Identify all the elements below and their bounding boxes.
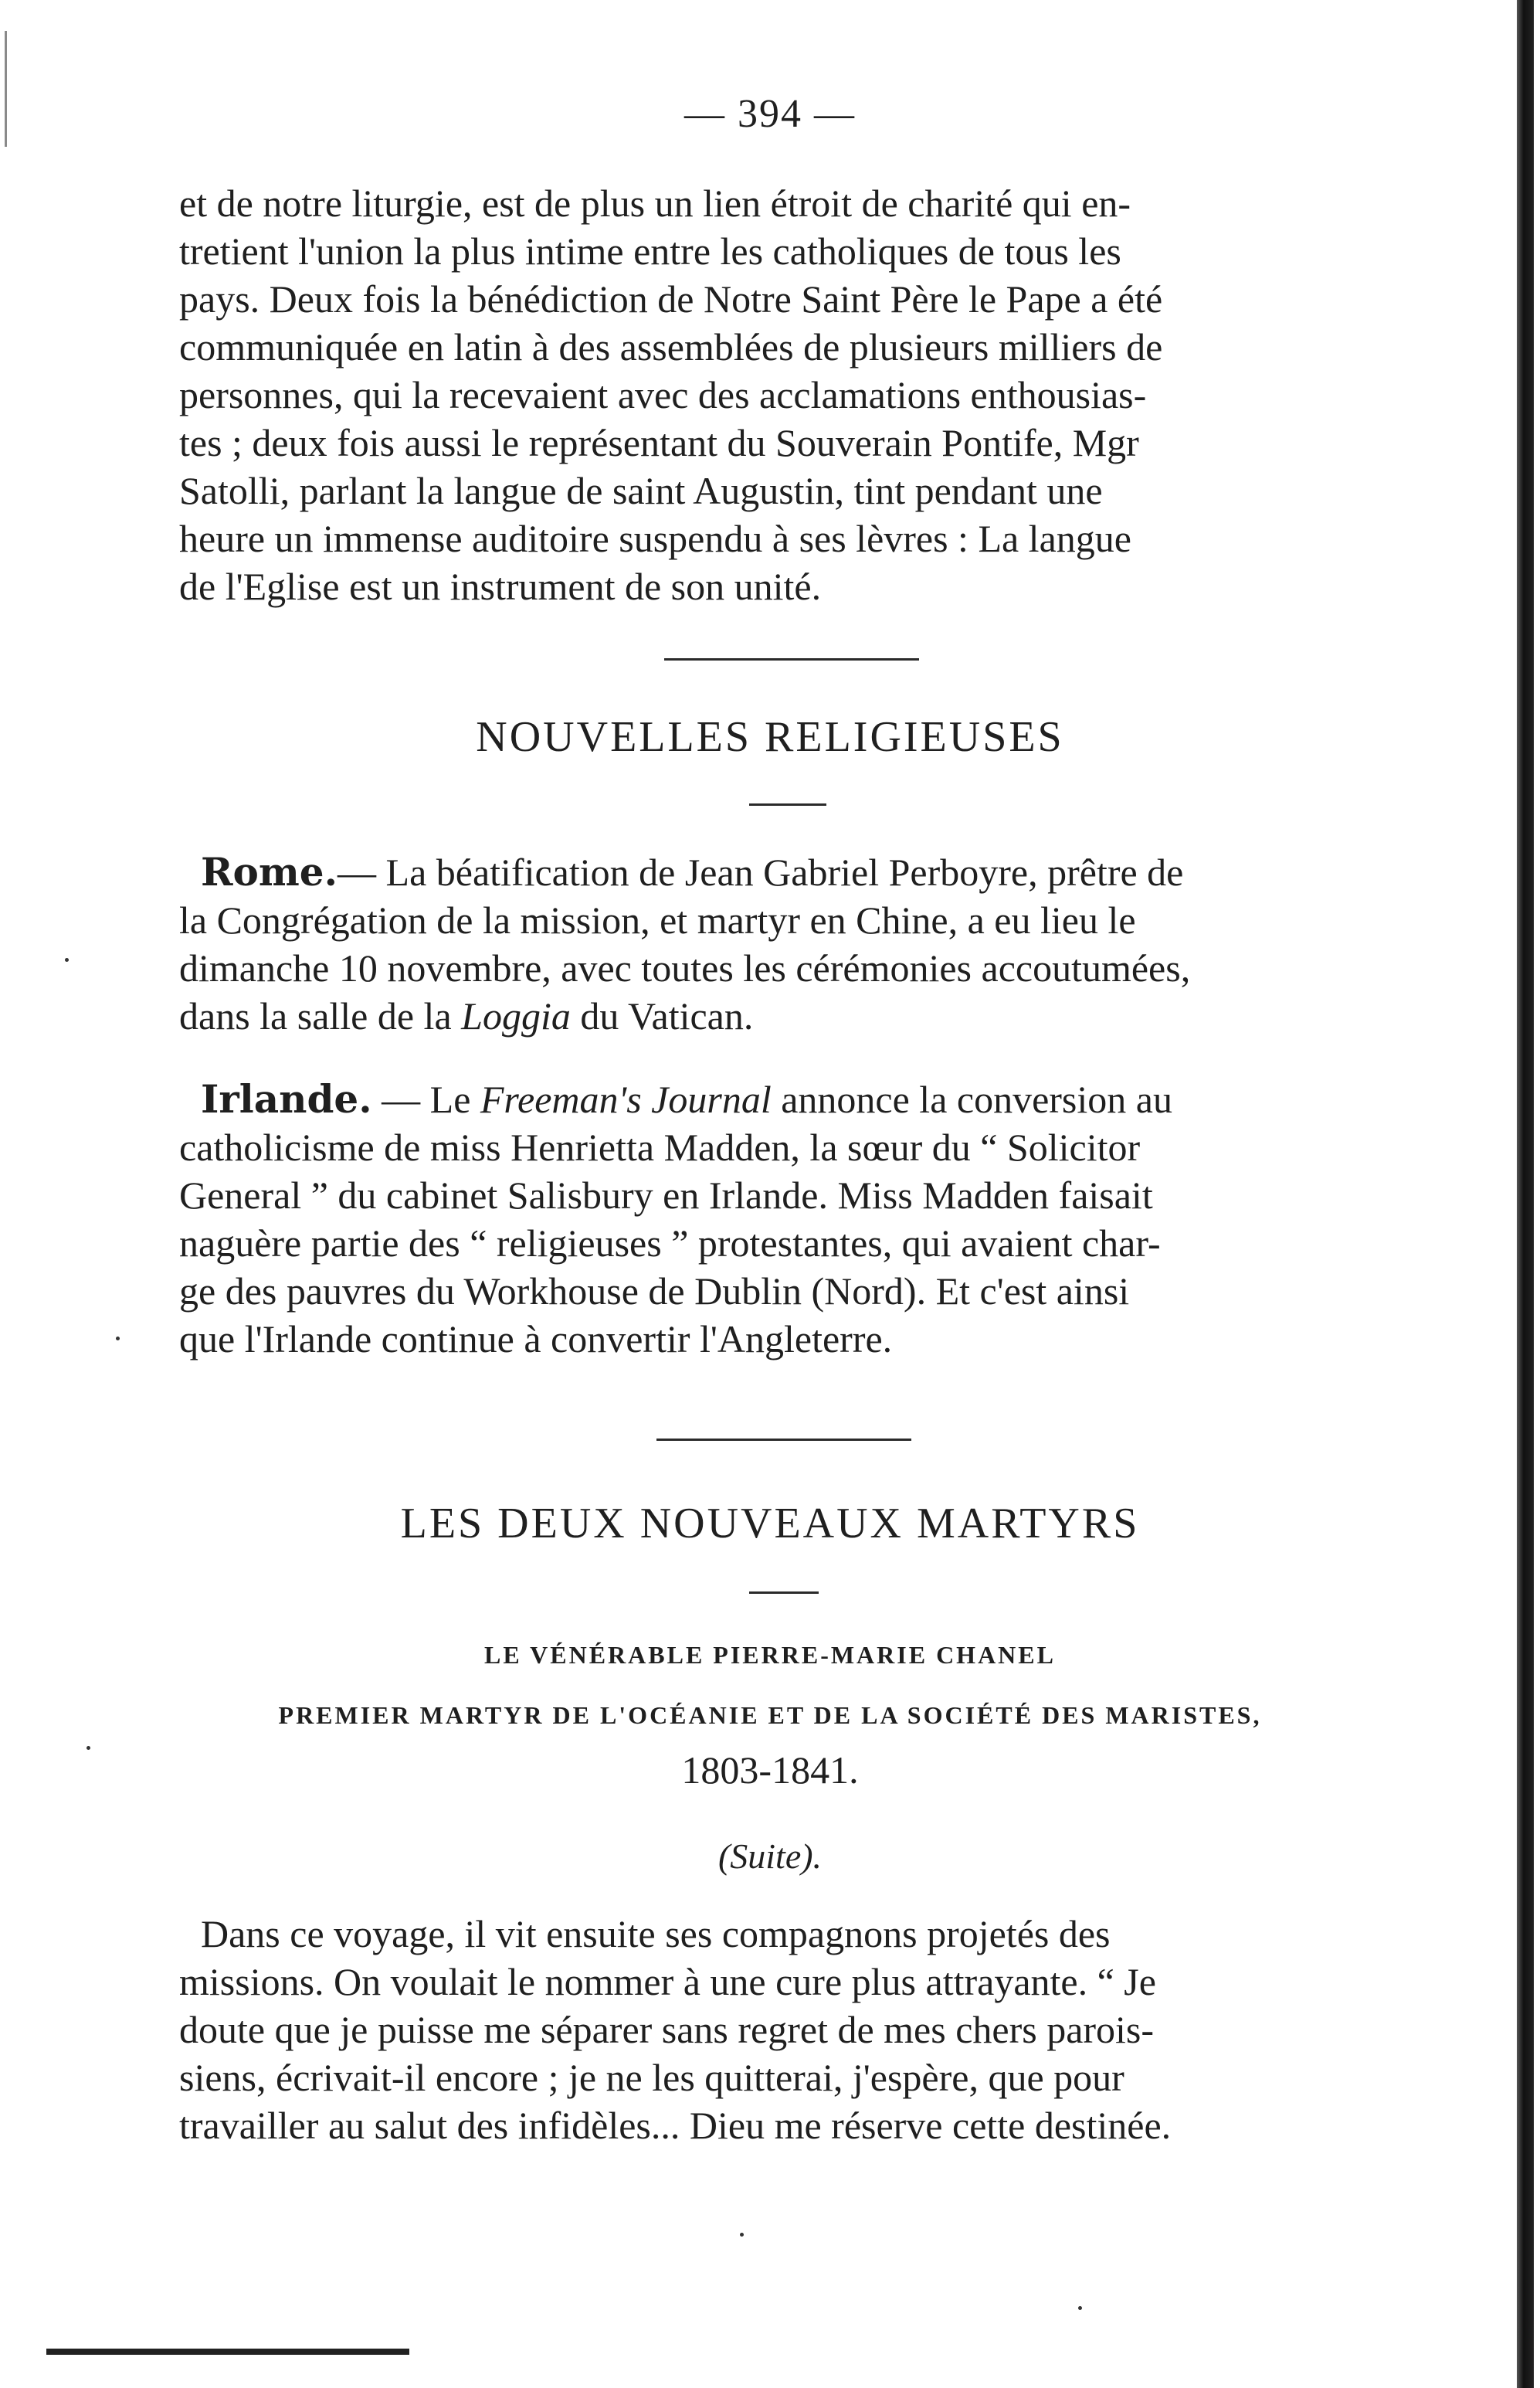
irlande-text: annonce la conversion au — [771, 1078, 1172, 1121]
scan-speck — [740, 2233, 744, 2237]
rome-last-before: dans la salle de la — [179, 994, 462, 1038]
rome-lead: Rome. — [201, 849, 338, 895]
rome-dash: — — [338, 851, 386, 894]
bottom-rule — [46, 2349, 409, 2355]
rome-line: la Congrégation de la mission, et martyr en Chine, a eu lieu le — [179, 898, 1136, 942]
intro-line: personnes, qui la recevaient avec des acclamations enthousias- — [179, 373, 1147, 416]
irlande-first-line — [179, 1075, 1384, 1123]
page-number: — 394 — — [684, 92, 856, 136]
martyr-years: 1803-1841. — [681, 1748, 859, 1792]
scan-edge-right — [1517, 0, 1534, 2388]
intro-paragraph — [179, 179, 1384, 610]
intro-line: heure un immense auditoire suspendu à ses lèvres : La langue — [179, 517, 1131, 560]
rome-loggia: Loggia — [461, 994, 571, 1038]
section-divider — [656, 1439, 911, 1441]
scan-speck — [86, 1746, 90, 1750]
news-item-irlande — [179, 1075, 1384, 1363]
martyr-subtitle: LE VÉNÉRABLE PIERRE-MARIE CHANEL — [484, 1641, 1056, 1669]
rome-line: dimanche 10 novembre, avec toutes les cérémonies accoutumées, — [179, 946, 1191, 990]
intro-line: de l'Eglise est un instrument de son unité. — [179, 565, 822, 608]
scan-speck — [116, 1337, 120, 1340]
irlande-line: General ” du cabinet Salisbury en Irlande. Miss Madden faisait — [179, 1174, 1153, 1217]
martyr-line: travailler au salut des infidèles... Dieu me réserve cette destinée. — [179, 2104, 1172, 2147]
intro-line: tretient l'union la plus intime entre les catholiques de tous les — [179, 229, 1121, 273]
rome-last-after: du Vatican. — [570, 994, 754, 1038]
scan-speck — [1078, 2306, 1082, 2310]
section-title-martyrs: LES DEUX NOUVEAUX MARTYRS — [400, 1500, 1140, 1547]
martyr-paragraph — [179, 1910, 1384, 2149]
martyr-line: missions. On voulait le nommer à une cure plus attrayante. “ Je — [179, 1960, 1156, 2003]
irlande-dash: — Le — [371, 1078, 480, 1121]
title-underline — [749, 803, 826, 806]
suite-note: (Suite). — [717, 1836, 823, 1876]
intro-line: communiquée en latin à des assemblées de plusieurs milliers de — [179, 325, 1163, 369]
intro-line: pays. Deux fois la bénédiction de Notre Saint Père le Pape a été — [179, 277, 1163, 321]
martyr-line: Dans ce voyage, il vit ensuite ses compagnons projetés des — [201, 1912, 1111, 1955]
irlande-journal: Freeman's Journal — [480, 1078, 772, 1121]
scan-speck — [65, 958, 69, 962]
news-item-rome — [179, 848, 1384, 1040]
section-title-nouvelles: NOUVELLES RELIGIEUSES — [476, 713, 1064, 761]
irlande-line: ge des pauvres du Workhouse de Dublin (Nord). Et c'est ainsi — [179, 1269, 1130, 1313]
section-divider — [664, 658, 919, 661]
irlande-lead: Irlande. — [201, 1076, 372, 1122]
martyr-subtitle-2: PREMIER MARTYR DE L'OCÉANIE ET DE LA SOCIÉTÉ DES MARISTES, — [278, 1701, 1262, 1729]
irlande-line: naguère partie des “ religieuses ” protestantes, qui avaient char- — [179, 1221, 1161, 1265]
intro-line: et de notre liturgie, est de plus un lien étroit de charité qui en- — [179, 182, 1131, 225]
intro-line: tes ; deux fois aussi le représentant du Souverain Pontife, Mgr — [179, 421, 1139, 464]
rome-first-line — [179, 848, 1384, 896]
martyr-line: doute que je puisse me séparer sans regret de mes chers parois- — [179, 2008, 1155, 2051]
title-underline — [749, 1591, 819, 1594]
irlande-line: que l'Irlande continue à convertir l'Angleterre. — [179, 1317, 893, 1360]
rome-last-line — [179, 992, 1384, 1040]
intro-line: Satolli, parlant la langue de saint Augustin, tint pendant une — [179, 469, 1103, 512]
irlande-line: catholicisme de miss Henrietta Madden, la sœur du “ Solicitor — [179, 1126, 1141, 1169]
rome-text: La béatification de Jean Gabriel Perboyre, prêtre de — [385, 851, 1184, 894]
martyr-line: siens, écrivait-il encore ; je ne les quitterai, j'espère, que pour — [179, 2056, 1124, 2099]
